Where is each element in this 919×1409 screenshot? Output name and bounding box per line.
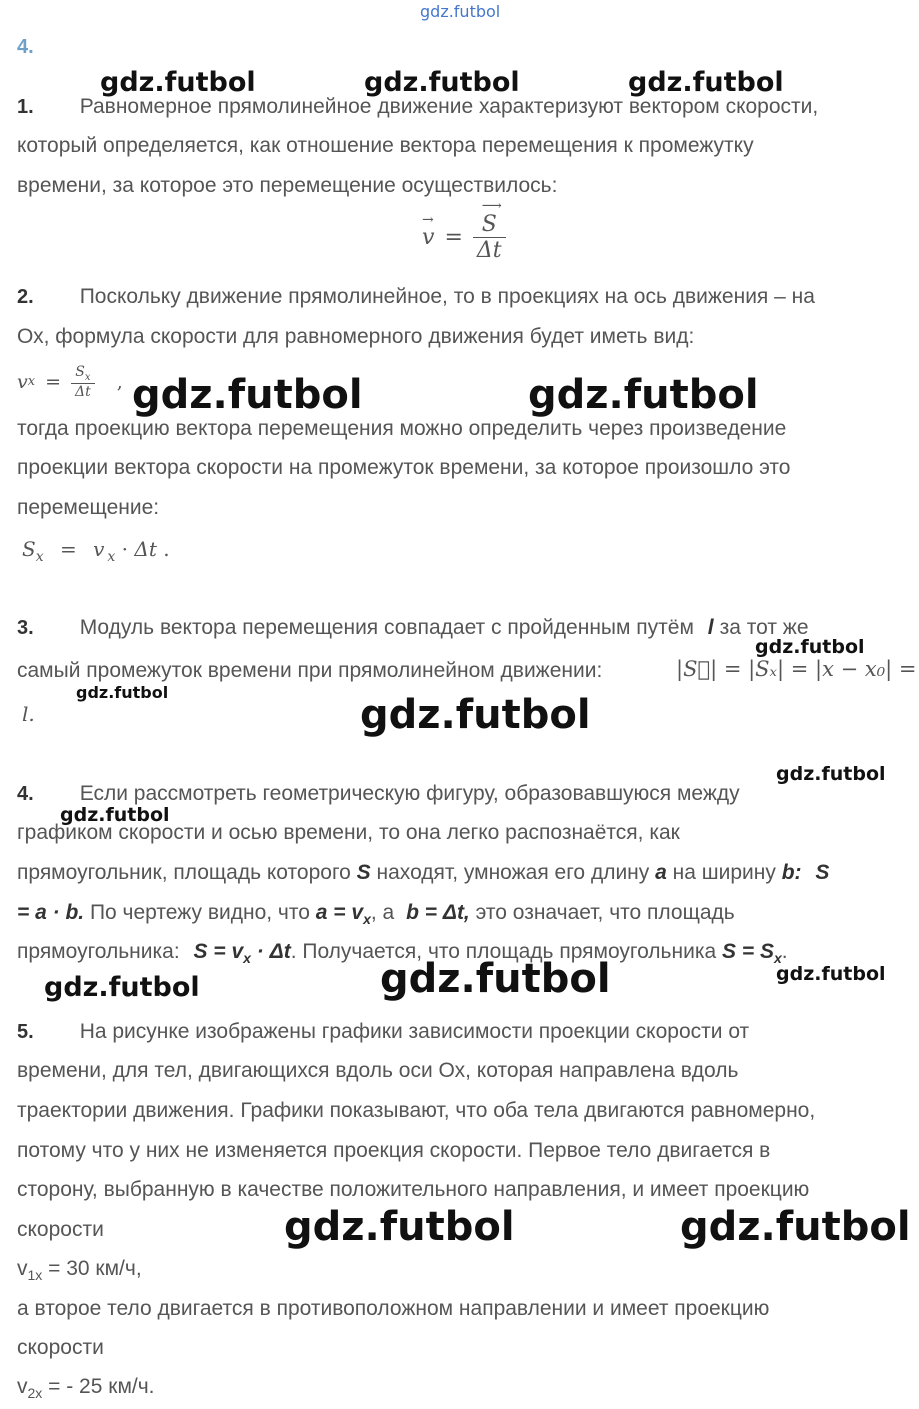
watermark: gdz.futbol: [776, 963, 886, 985]
item-4-line-5: прямоугольника: $S = v_x \cdot \Delta t$. Получается, что площадь прямоугольника $S = S_x$.: [17, 940, 788, 967]
item-1-line-1: 1. Равномерное прямолинейное движение характеризуют вектором скорости,: [17, 95, 819, 118]
item-1-line-3: времени, за которое это перемещение осуществилось:: [17, 174, 558, 197]
item-2-line-4: проекции вектора скорости на промежуток времени, за которое произошло это: [17, 456, 791, 479]
item-3-line-1: 3. Модуль вектора перемещения совпадает с пройденным путём l за тот же: [17, 616, 809, 639]
vector-v: → v: [422, 212, 435, 250]
watermark: gdz.futbol: [60, 804, 170, 826]
item-5-line-4: потому что у них не изменяется проекция скорости. Первое тело двигается в: [17, 1139, 771, 1162]
item-4-line-4: = a · b. По чертежу видно, что $a = v_x$, а b = Δt, это означает, что площадь: [17, 901, 735, 928]
watermark: gdz.futbol: [528, 372, 759, 418]
item-number: 2.: [17, 286, 34, 308]
watermark: gdz.futbol: [364, 67, 520, 98]
item-4-line-3: прямоугольник, площадь которого S находят, умножая его длину a на ширину b: S: [17, 861, 830, 884]
watermark: gdz.futbol: [680, 1204, 911, 1250]
velocity-1x: $v_{1x} = 30$ км/ч,: [17, 1257, 142, 1284]
watermark: gdz.futbol: [755, 636, 865, 658]
item-number: 5.: [17, 1021, 34, 1043]
item-5-line-1: 5. На рисунке изображены графики зависимости проекции скорости от: [17, 1020, 750, 1043]
item-2-line-3: тогда проекцию вектора перемещения можно определить через произведение: [17, 417, 787, 440]
velocity-formula: → v = ⟶ S Δt: [422, 212, 506, 263]
item-5-line-8: скорости: [17, 1336, 104, 1359]
watermark: gdz.futbol: [44, 972, 200, 1003]
item-5-line-6: скорости: [17, 1218, 104, 1241]
item-number: 3.: [17, 617, 34, 639]
watermark: gdz.futbol: [380, 956, 611, 1002]
item-number: 4.: [17, 783, 34, 805]
item-5-line-5: сторону, выбранную в качестве положительного направления, и имеет проекцию: [17, 1178, 810, 1201]
projection-velocity-formula: v x = $\frac{S_x}{\Delta t}$ ,: [17, 364, 123, 400]
item-1-line-2: который определяется, как отношение вектора перемещения к промежутку: [17, 134, 754, 157]
item-3-line-3: l.: [22, 702, 35, 726]
watermark: gdz.futbol: [132, 372, 363, 418]
displacement-formula: $S_x = v$ $_x$ · Δt .: [22, 537, 170, 565]
item-2-line-5: перемещение:: [17, 496, 160, 519]
item-4-line-2: графиком скорости и осью времени, то она легко распознаётся, как: [17, 821, 680, 844]
item-number: 1.: [17, 96, 34, 118]
displacement-modulus-formula: |S⃗| = |Sₓ| = |x − x₀| =: [676, 657, 917, 681]
item-4-line-1: 4. Если рассмотреть геометрическую фигуру, образовавшуюся между: [17, 782, 740, 805]
item-5-line-3: траектории движения. Графики показывают, что оба тела двигаются равномерно,: [17, 1099, 816, 1122]
item-5-line-2: времени, для тел, двигающихся вдоль оси Ох, которая направлена вдоль: [17, 1059, 739, 1082]
item-5-line-7: а второе тело двигается в противоположном направлении и имеет проекцию: [17, 1297, 770, 1320]
watermark: gdz.futbol: [284, 1204, 515, 1250]
watermark: gdz.futbol: [360, 692, 591, 738]
watermark: gdz.futbol: [100, 67, 256, 98]
section-number: 4.: [17, 36, 34, 58]
watermark: gdz.futbol: [76, 683, 169, 702]
watermark: gdz.futbol: [776, 763, 886, 785]
item-2-line-1: 2. Поскольку движение прямолинейное, то в проекциях на ось движения – на: [17, 285, 815, 308]
velocity-2x: $v_{2x}$ = - 25 км/ч.: [17, 1375, 155, 1402]
top-watermark: gdz.futbol: [420, 2, 501, 21]
watermark: gdz.futbol: [628, 67, 784, 98]
item-2-line-2: Ох, формула скорости для равномерного движения будет иметь вид:: [17, 325, 695, 348]
item-3-line-2: самый промежуток времени при прямолинейном движении:: [17, 659, 603, 682]
